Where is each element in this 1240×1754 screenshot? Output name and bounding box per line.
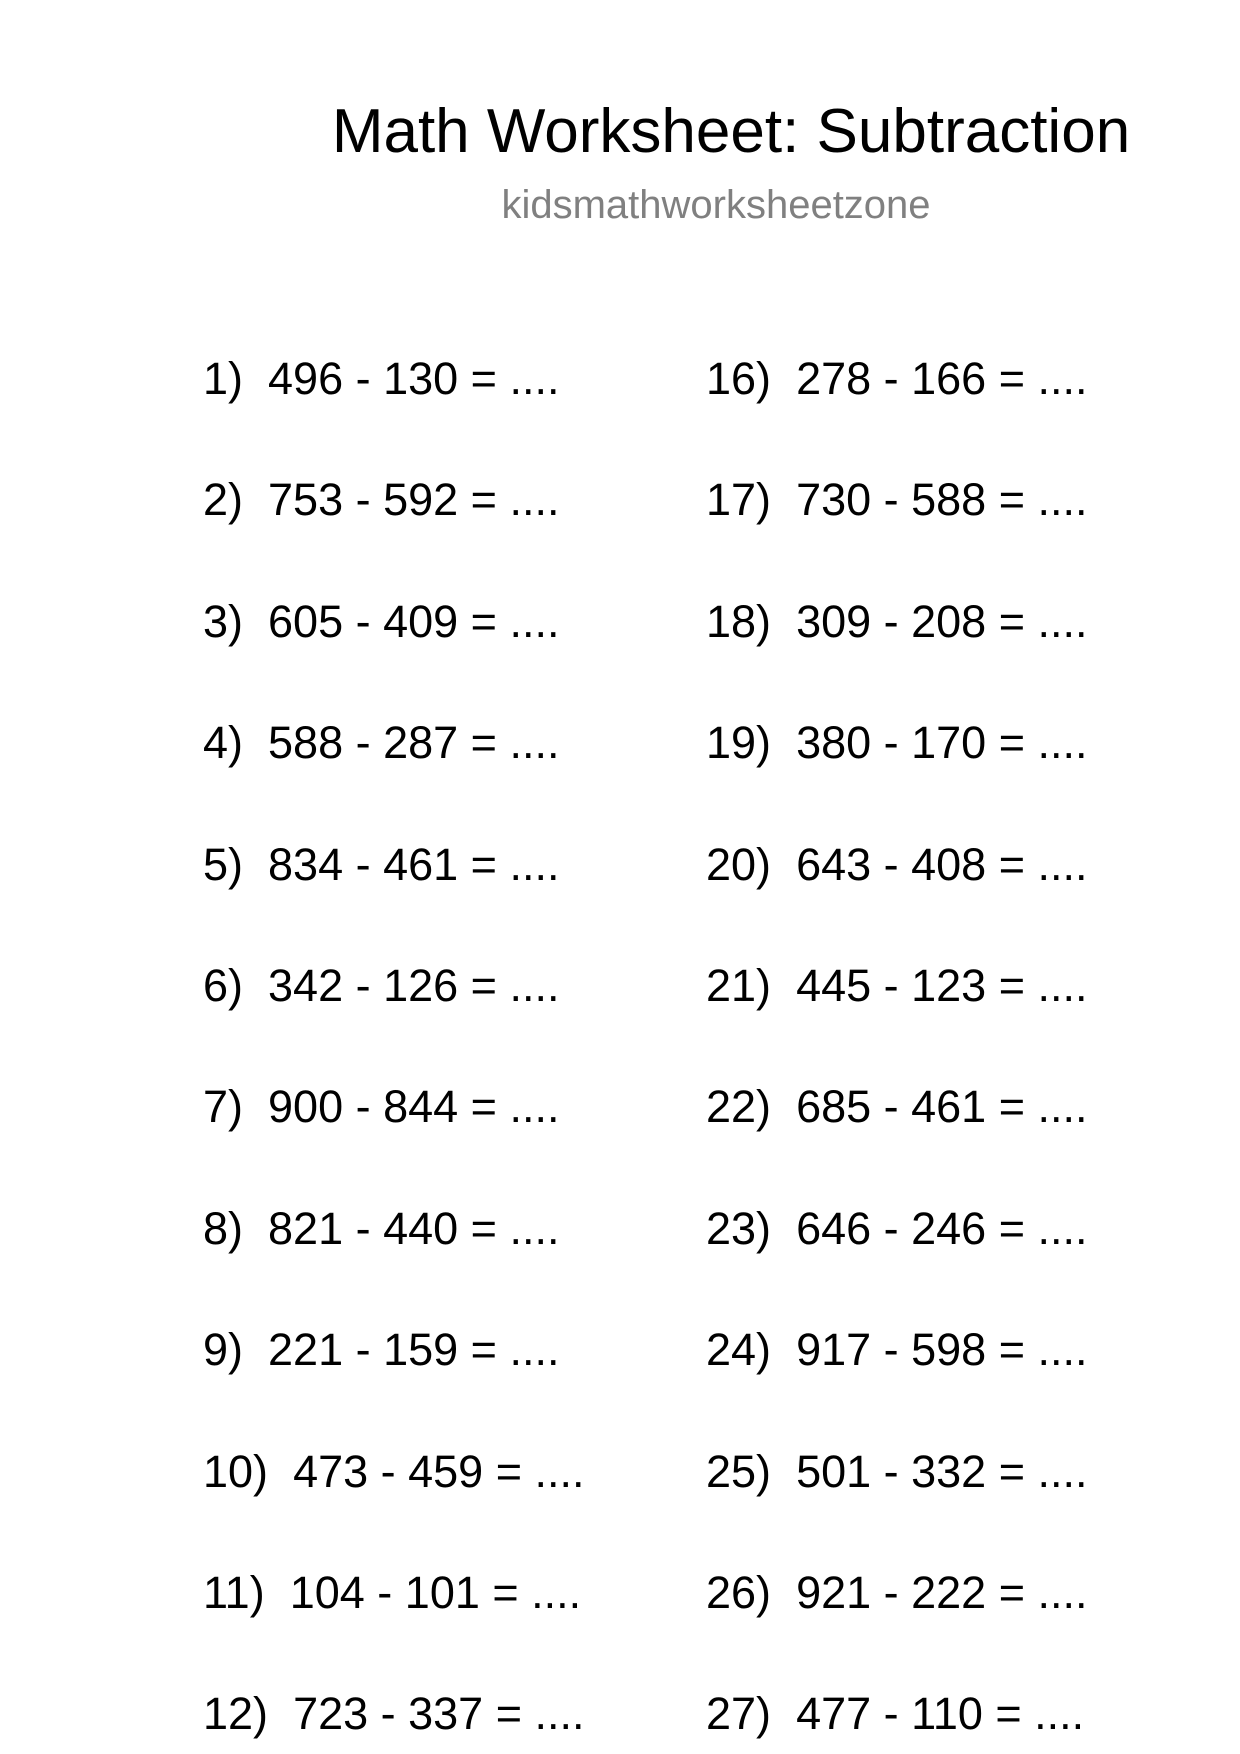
- problem-number: 3): [203, 595, 244, 647]
- problem-expression: 104 - 101 = ....: [289, 1567, 582, 1618]
- problem-number: 19): [706, 717, 772, 769]
- problem-number: 8): [203, 1202, 244, 1254]
- problem-number: 9): [203, 1324, 244, 1376]
- problem-expression: 221 - 159 = ....: [268, 1324, 560, 1376]
- page-title: Math Worksheet: Subtraction: [331, 97, 1131, 166]
- problem-item: [706, 1688, 1084, 1740]
- problem-item: [203, 596, 559, 648]
- problem-expression: 821 - 440 = ....: [268, 1202, 560, 1254]
- problem-item: [203, 1203, 559, 1255]
- problem-item: [203, 474, 559, 526]
- problem-number: 2): [203, 474, 244, 526]
- problem-expression: 646 - 246 = ....: [796, 1202, 1088, 1254]
- problem-expression: 445 - 123 = ....: [796, 960, 1088, 1011]
- problem-item: [203, 717, 559, 769]
- problem-number: 22): [706, 1081, 772, 1133]
- problem-expression: 753 - 592 = ....: [268, 474, 560, 526]
- problem-item: [203, 1567, 581, 1619]
- problem-item: [706, 596, 1088, 648]
- problem-number: 24): [706, 1324, 772, 1376]
- problem-number: 27): [706, 1688, 772, 1740]
- problem-item: [203, 839, 559, 891]
- problem-item: [203, 353, 559, 405]
- problem-expression: 730 - 588 = ....: [796, 474, 1088, 526]
- problem-expression: 501 - 332 = ....: [796, 1445, 1088, 1497]
- problem-number: 26): [706, 1567, 772, 1618]
- problem-expression: 723 - 337 = ....: [293, 1688, 585, 1740]
- problem-item: [203, 1081, 559, 1133]
- problem-item: [706, 960, 1088, 1012]
- problem-item: [706, 1324, 1088, 1376]
- problem-number: 11): [203, 1567, 265, 1618]
- problem-expression: 496 - 130 = ....: [268, 353, 560, 404]
- problem-number: 7): [203, 1081, 244, 1133]
- problem-expression: 380 - 170 = ....: [796, 717, 1088, 769]
- problem-item: [203, 1688, 585, 1740]
- problem-expression: 605 - 409 = ....: [268, 595, 560, 647]
- problem-item: [706, 717, 1088, 769]
- problem-item: [706, 353, 1088, 405]
- problem-expression: 643 - 408 = ....: [796, 838, 1088, 890]
- problem-item: [706, 1081, 1088, 1133]
- problem-expression: 477 - 110 = ....: [796, 1688, 1085, 1740]
- problem-number: 21): [706, 960, 772, 1011]
- problem-number: 18): [706, 595, 772, 647]
- problem-item: [706, 839, 1088, 891]
- problem-number: 4): [203, 717, 244, 769]
- problem-number: 17): [706, 474, 772, 526]
- problem-expression: 685 - 461 = ....: [796, 1081, 1088, 1133]
- problem-item: [706, 1446, 1088, 1498]
- problem-item: [203, 960, 559, 1012]
- problem-item: [706, 1203, 1088, 1255]
- problem-number: 25): [706, 1445, 772, 1497]
- problem-number: 1): [203, 353, 244, 404]
- site-name: kidsmathworksheetzone: [501, 183, 931, 227]
- problem-expression: 917 - 598 = ....: [796, 1324, 1088, 1376]
- problem-number: 10): [203, 1445, 269, 1497]
- problem-number: 20): [706, 838, 772, 890]
- problem-expression: 588 - 287 = ....: [268, 717, 560, 769]
- problem-item: [203, 1324, 559, 1376]
- problem-expression: 834 - 461 = ....: [268, 838, 560, 890]
- problem-item: [706, 474, 1088, 526]
- problem-item: [706, 1567, 1088, 1619]
- problem-expression: 921 - 222 = ....: [796, 1567, 1088, 1618]
- problem-item: [203, 1446, 585, 1498]
- problem-number: 12): [203, 1688, 269, 1740]
- problem-expression: 900 - 844 = ....: [268, 1081, 560, 1133]
- problem-number: 23): [706, 1202, 772, 1254]
- problem-expression: 309 - 208 = ....: [796, 595, 1088, 647]
- problem-expression: 342 - 126 = ....: [268, 960, 560, 1011]
- problem-number: 5): [203, 838, 244, 890]
- problem-number: 16): [706, 353, 772, 404]
- problem-expression: 278 - 166 = ....: [796, 353, 1088, 404]
- problem-expression: 473 - 459 = ....: [293, 1445, 585, 1497]
- problem-number: 6): [203, 960, 244, 1011]
